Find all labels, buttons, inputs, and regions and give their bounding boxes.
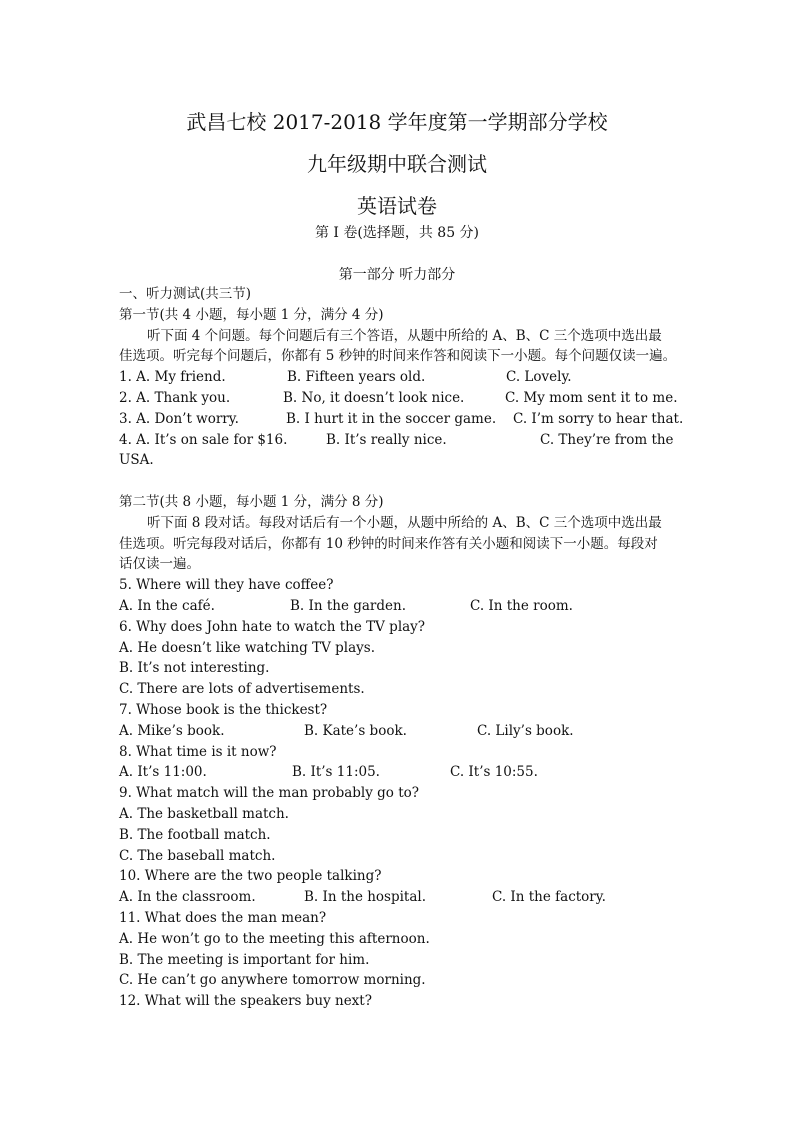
question-5-stem: 5. Where will they have coffee? — [119, 577, 334, 594]
option-b: B. I hurt it in the soccer game. — [286, 410, 497, 427]
option-c: C. Lily’s book. — [477, 722, 574, 739]
option-a: 4. A. It’s on sale for $16. — [119, 431, 288, 448]
option-c: C. In the room. — [470, 597, 573, 614]
sub2-heading: 第二节(共 8 小题，每小题 1 分，满分 8 分) — [119, 493, 384, 510]
option-c: C. They’re from the — [540, 431, 674, 448]
question-9-option-c: C. The baseball match. — [119, 847, 276, 864]
volume-heading: 第 I 卷(选择题，共 85 分) — [314, 225, 480, 241]
exam-title-line1: 武昌七校 2017-2018 学年度第一学期部分学校 — [186, 110, 608, 134]
question-10-options — [119, 887, 675, 908]
option-a: 1. A. My friend. — [119, 369, 226, 386]
option-b: B. In the garden. — [290, 597, 406, 614]
sub1-instructions-line1: 听下面 4 个问题。每个问题后有三个答语，从题中所给的 A、B、C 三个选项中选出最 — [147, 327, 662, 344]
exam-title-line2: 九年级期中联合测试 — [307, 152, 487, 176]
exam-subject-title: 英语试卷 — [357, 194, 437, 218]
question-12-stem: 12. What will the speakers buy next? — [119, 993, 372, 1010]
question-3 — [119, 409, 684, 430]
option-b: B. It’s 11:05. — [292, 764, 380, 781]
sub1-instructions-line2: 佳选项。听完每个问题后，你都有 5 秒钟的时间来作答和阅读下一小题。每个问题仅读一遍。 — [119, 348, 677, 365]
option-b: B. Kate’s book. — [304, 722, 407, 739]
option-b: B. It’s really nice. — [326, 431, 447, 448]
question-6-option-b: B. It’s not interesting. — [119, 660, 270, 677]
option-c: C. Lovely. — [506, 369, 572, 386]
option-a: 3. A. Don’t worry. — [119, 410, 239, 427]
question-11-option-c: C. He can’t go anywhere tomorrow morning. — [119, 972, 426, 989]
option-a: A. Mike’s book. — [119, 722, 225, 739]
question-10-stem: 10. Where are the two people talking? — [119, 868, 382, 885]
sub2-instructions-line2: 佳选项。听完每段对话后，你都有 10 秒钟的时间来作答有关小题和阅读下一小题。每段对 — [119, 535, 658, 552]
option-a: 2. A. Thank you. — [119, 389, 231, 406]
sub1-heading: 第一节(共 4 小题，每小题 1 分，满分 4 分) — [119, 306, 384, 323]
question-11-stem: 11. What does the man mean? — [119, 909, 327, 926]
question-4 — [119, 430, 675, 451]
question-1 — [119, 367, 675, 388]
question-6-option-a: A. He doesn’t like watching TV plays. — [119, 639, 375, 656]
question-9-stem: 9. What match will the man probably go to? — [119, 785, 420, 802]
question-6-option-c: C. There are lots of advertisements. — [119, 681, 365, 698]
question-8-options — [119, 762, 675, 783]
option-c: C. In the factory. — [492, 889, 606, 906]
option-a: A. In the café. — [119, 597, 215, 614]
question-4-continued: USA. — [119, 452, 154, 469]
question-7-stem: 7. Whose book is the thickest? — [119, 701, 328, 718]
question-8-stem: 8. What time is it now? — [119, 743, 277, 760]
option-b: B. In the hospital. — [304, 889, 427, 906]
option-c: C. My mom sent it to me. — [505, 389, 678, 406]
question-2 — [119, 388, 678, 409]
part-heading: 第一部分 听力部分 — [338, 267, 456, 283]
sub2-instructions-line3: 话仅读一遍。 — [119, 556, 200, 573]
exam-body — [119, 284, 684, 1012]
option-c: C. It’s 10:55. — [450, 764, 538, 781]
option-b: B. Fifteen years old. — [287, 369, 426, 386]
question-11-option-b: B. The meeting is important for him. — [119, 951, 370, 968]
question-7-options — [119, 721, 675, 742]
question-9-option-a: A. The basketball match. — [119, 805, 289, 822]
question-5-options — [119, 596, 675, 617]
option-a: A. It’s 11:00. — [119, 764, 207, 781]
section-heading: 一、听力测试(共三节) — [119, 286, 252, 302]
question-9-option-b: B. The football match. — [119, 826, 271, 843]
option-a: A. In the classroom. — [119, 889, 256, 906]
question-6-stem: 6. Why does John hate to watch the TV play? — [119, 618, 426, 635]
option-b: B. No, it doesn’t look nice. — [283, 389, 465, 406]
question-11-option-a: A. He won’t go to the meeting this afternoon. — [119, 930, 430, 947]
sub2-instructions-line1: 听下面 8 段对话。每段对话后有一个小题，从题中所给的 A、B、C 三个选项中选出最 — [147, 514, 662, 531]
option-c: C. I’m sorry to hear that. — [513, 410, 684, 427]
